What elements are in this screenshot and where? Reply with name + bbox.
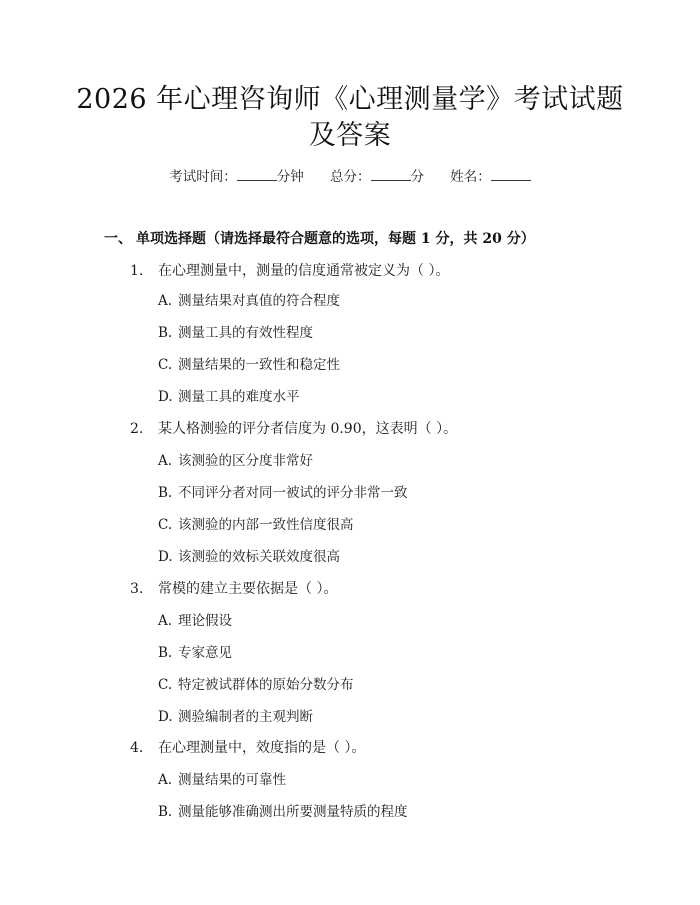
option-text: 特定被试群体的原始分数分布 <box>178 677 354 693</box>
option-letter: A. <box>158 613 173 629</box>
exam-meta-row <box>0 167 700 187</box>
question-text: 在心理测量中，测量的信度通常被定义为（ ）。 <box>158 263 450 279</box>
student-name-label: 姓名： <box>450 169 491 185</box>
exam-time-unit: 分钟 <box>276 169 304 185</box>
question-1-option-a <box>158 291 340 311</box>
exam-time-blank <box>237 167 277 181</box>
exam-title-line-2: 及答案 <box>308 120 392 151</box>
question-number: 2. <box>130 421 144 437</box>
option-letter: A. <box>158 453 173 469</box>
question-2-option-a <box>158 451 313 471</box>
question-2-option-b <box>158 483 408 503</box>
question-number: 4. <box>130 740 144 756</box>
question-4-option-a <box>158 770 286 790</box>
question-4 <box>130 738 365 758</box>
question-text: 某人格测验的评分者信度为 0.90，这表明（ ）。 <box>158 421 458 437</box>
question-2-option-c <box>158 515 354 535</box>
option-text: 测量能够准确测出所要测量特质的程度 <box>178 804 408 820</box>
option-text: 该测验的效标关联效度很高 <box>178 549 340 565</box>
total-score-unit: 分 <box>410 169 424 185</box>
question-1-option-d <box>158 387 300 407</box>
option-letter: B. <box>158 804 173 820</box>
option-letter: B. <box>158 325 173 341</box>
option-text: 测量结果对真值的符合程度 <box>178 293 340 309</box>
question-2-option-d <box>158 547 340 567</box>
option-letter: D. <box>158 389 173 405</box>
question-3 <box>130 579 337 599</box>
option-text: 该测验的内部一致性信度很高 <box>178 517 354 533</box>
option-letter: D. <box>158 709 173 725</box>
exam-time-field <box>169 167 304 187</box>
option-text: 测量工具的有效性程度 <box>178 325 313 341</box>
option-letter: A. <box>158 772 173 788</box>
question-3-option-c <box>158 675 354 695</box>
option-letter: A. <box>158 293 173 309</box>
question-3-option-d <box>158 707 313 727</box>
student-name-field <box>450 167 531 187</box>
question-1 <box>130 261 449 281</box>
question-number: 1. <box>130 263 144 279</box>
option-letter: B. <box>158 645 173 661</box>
question-4-option-b <box>158 802 408 822</box>
question-2 <box>130 419 457 439</box>
section-heading <box>104 229 535 249</box>
option-text: 测量工具的难度水平 <box>178 389 300 405</box>
total-score-blank <box>371 167 411 181</box>
option-text: 该测验的区分度非常好 <box>178 453 313 469</box>
option-letter: C. <box>158 517 173 533</box>
question-1-option-b <box>158 323 313 343</box>
total-score-field <box>330 167 424 187</box>
question-3-option-a <box>158 611 232 631</box>
question-1-option-c <box>158 355 340 375</box>
option-letter: C. <box>158 677 173 693</box>
exam-time-label: 考试时间： <box>169 169 237 185</box>
option-letter: D. <box>158 549 173 565</box>
question-3-option-b <box>158 643 232 663</box>
student-name-blank <box>491 167 531 181</box>
option-text: 测量结果的可靠性 <box>178 772 286 788</box>
total-score-label: 总分： <box>330 169 371 185</box>
option-text: 测验编制者的主观判断 <box>178 709 313 725</box>
option-text: 专家意见 <box>178 645 232 661</box>
exam-title-line-1: 2026 年心理咨询师《心理测量学》考试试题 <box>76 84 624 115</box>
section-number: 一、 <box>104 231 132 247</box>
option-text: 理论假设 <box>178 613 232 629</box>
section-title: 单项选择题（请选择最符合题意的选项，每题 1 分，共 20 分） <box>136 231 535 247</box>
option-text: 测量结果的一致性和稳定性 <box>178 357 340 373</box>
option-letter: B. <box>158 485 173 501</box>
option-text: 不同评分者对同一被试的评分非常一致 <box>178 485 408 501</box>
question-number: 3. <box>130 581 144 597</box>
question-text: 常模的建立主要依据是（ ）。 <box>158 581 338 597</box>
question-text: 在心理测量中，效度指的是（ ）。 <box>158 740 366 756</box>
option-letter: C. <box>158 357 173 373</box>
